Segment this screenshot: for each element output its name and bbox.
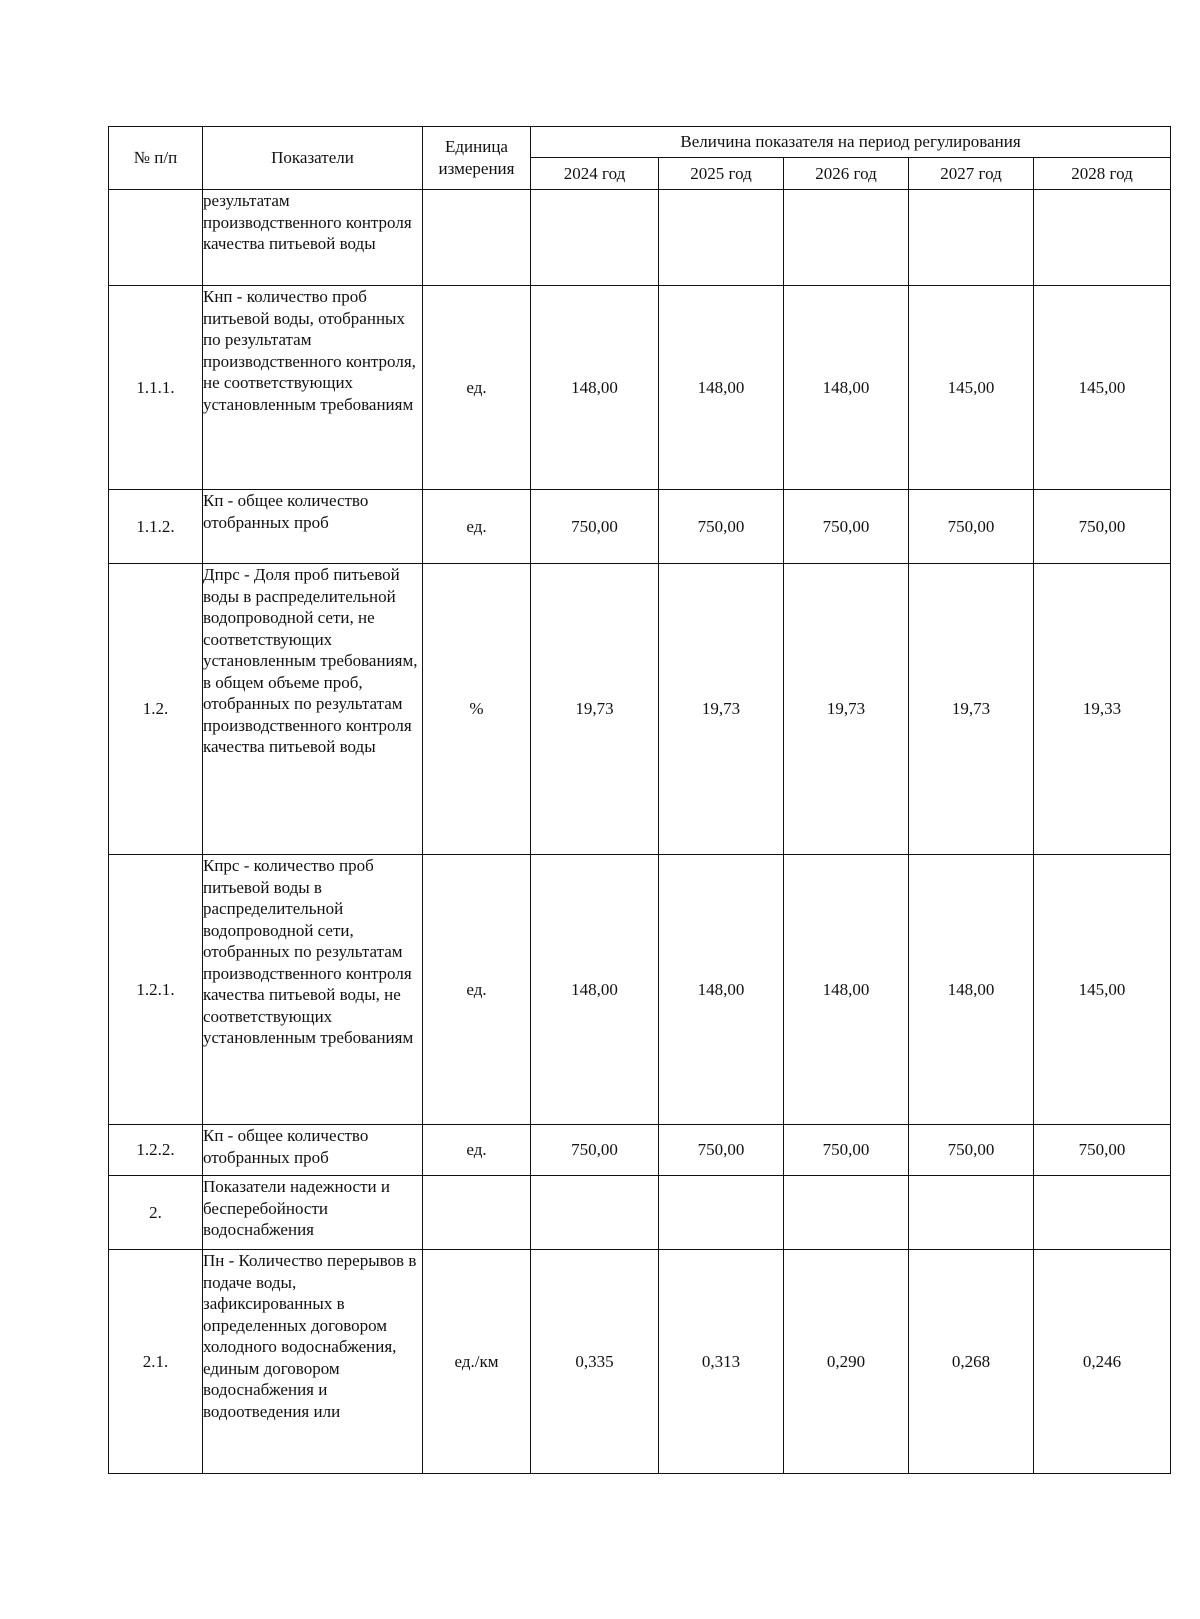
value-2028: 0,246: [1034, 1250, 1171, 1474]
row-unit: ед.: [423, 1125, 531, 1176]
value-2025: [659, 190, 784, 286]
value-2024: 750,00: [531, 490, 659, 564]
table-row: [109, 190, 1171, 286]
value-2025: 750,00: [659, 490, 784, 564]
indicators-table: [108, 126, 1171, 1474]
row-number: 2.1.: [109, 1250, 203, 1474]
value-2028: 750,00: [1034, 1125, 1171, 1176]
value-2024: 19,73: [531, 564, 659, 855]
value-2026: 148,00: [784, 855, 909, 1125]
header-year-2024: 2024 год: [531, 158, 659, 190]
header-year-2026: 2026 год: [784, 158, 909, 190]
row-indicator: Показатели надежности и бесперебойности водоснабжения: [203, 1176, 423, 1250]
row-number: 1.1.1.: [109, 286, 203, 490]
table-row: [109, 490, 1171, 564]
header-year-2028: 2028 год: [1034, 158, 1171, 190]
table-row: [109, 564, 1171, 855]
header-values-period: Величина показателя на период регулирования: [531, 127, 1171, 158]
value-2027: 750,00: [909, 490, 1034, 564]
header-number: № п/п: [109, 127, 203, 190]
table-row: [109, 1250, 1171, 1474]
value-2027: 0,268: [909, 1250, 1034, 1474]
value-2027: [909, 1176, 1034, 1250]
row-number: 1.2.: [109, 564, 203, 855]
value-2026: 148,00: [784, 286, 909, 490]
table-row: [109, 1125, 1171, 1176]
header-unit: Единица измерения: [423, 127, 531, 190]
value-2024: 750,00: [531, 1125, 659, 1176]
value-2025: 19,73: [659, 564, 784, 855]
row-unit: [423, 190, 531, 286]
row-unit: %: [423, 564, 531, 855]
value-2024: 0,335: [531, 1250, 659, 1474]
header-indicator: Показатели: [203, 127, 423, 190]
value-2026: 750,00: [784, 490, 909, 564]
value-2028: 145,00: [1034, 286, 1171, 490]
value-2026: [784, 1176, 909, 1250]
value-2025: 750,00: [659, 1125, 784, 1176]
row-indicator: Кп - общее количество отобранных проб: [203, 1125, 423, 1176]
table-row: [109, 1176, 1171, 1250]
value-2025: [659, 1176, 784, 1250]
row-indicator: результатам производственного контроля качества питьевой воды: [203, 190, 423, 286]
value-2024: [531, 1176, 659, 1250]
value-2028: [1034, 190, 1171, 286]
value-2027: 145,00: [909, 286, 1034, 490]
table-body: [109, 190, 1171, 1474]
value-2028: 19,33: [1034, 564, 1171, 855]
value-2028: [1034, 1176, 1171, 1250]
row-number: 1.1.2.: [109, 490, 203, 564]
value-2026: 0,290: [784, 1250, 909, 1474]
value-2027: 19,73: [909, 564, 1034, 855]
row-unit: ед.: [423, 286, 531, 490]
row-unit: ед.: [423, 855, 531, 1125]
value-2027: 148,00: [909, 855, 1034, 1125]
value-2026: 750,00: [784, 1125, 909, 1176]
value-2024: [531, 190, 659, 286]
header-year-2027: 2027 год: [909, 158, 1034, 190]
row-indicator: Кпрс - количество проб питьевой воды в распределительной водопроводной сети, отобранных по результатам производственного контроля качества питьевой воды, не соответствующих установленным требованиям: [203, 855, 423, 1125]
value-2025: 0,313: [659, 1250, 784, 1474]
row-number: 2.: [109, 1176, 203, 1250]
row-unit: [423, 1176, 531, 1250]
row-number: [109, 190, 203, 286]
row-indicator: Кп - общее количество отобранных проб: [203, 490, 423, 564]
table-row: [109, 286, 1171, 490]
value-2026: 19,73: [784, 564, 909, 855]
row-unit: ед.: [423, 490, 531, 564]
table-header: [109, 127, 1171, 190]
value-2028: 750,00: [1034, 490, 1171, 564]
value-2024: 148,00: [531, 855, 659, 1125]
row-indicator: Пн - Количество перерывов в подаче воды, зафиксированных в определенных договором холодного водоснабжения, единым договором водоснабжения и водоотведения или: [203, 1250, 423, 1474]
value-2025: 148,00: [659, 286, 784, 490]
value-2028: 145,00: [1034, 855, 1171, 1125]
row-indicator: Дпрс - Доля проб питьевой воды в распределительной водопроводной сети, не соответствующих установленным требованиям, в общем объеме проб, отобранных по результатам производственного контроля качества питьевой воды: [203, 564, 423, 855]
value-2025: 148,00: [659, 855, 784, 1125]
value-2026: [784, 190, 909, 286]
row-number: 1.2.1.: [109, 855, 203, 1125]
row-number: 1.2.2.: [109, 1125, 203, 1176]
header-year-2025: 2025 год: [659, 158, 784, 190]
value-2024: 148,00: [531, 286, 659, 490]
row-unit: ед./км: [423, 1250, 531, 1474]
value-2027: [909, 190, 1034, 286]
row-indicator: Кнп - количество проб питьевой воды, отобранных по результатам производственного контроля, не соответствующих установленным требованиям: [203, 286, 423, 490]
table-row: [109, 855, 1171, 1125]
value-2027: 750,00: [909, 1125, 1034, 1176]
